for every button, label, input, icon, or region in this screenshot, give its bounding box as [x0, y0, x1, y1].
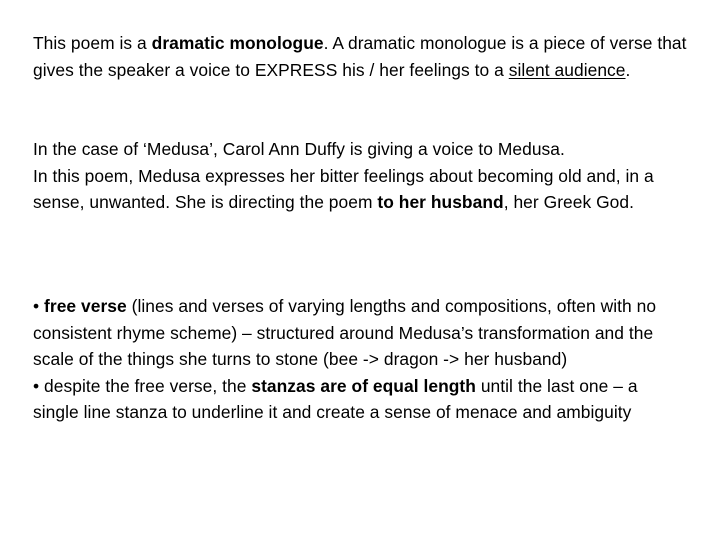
intro-text-3: .: [625, 59, 631, 80]
intro-text-2: . A dramatic monologue is a piece of verse that gives the speaker a voice to EXPRESS his / her feelings to a: [33, 33, 687, 80]
bullets-paragraph: [33, 293, 688, 426]
context-text-1: In this poem, Medusa expresses her bitter feelings about becoming old and, in a sense, unwanted. She is directing the poem: [33, 165, 654, 212]
bullet-2-text-1: despite the free verse, the: [44, 375, 252, 396]
silent-audience-term: silent audience: [508, 59, 626, 80]
bullet-2-marker: •: [33, 375, 45, 396]
intro-text-1: This poem is a: [33, 33, 152, 53]
dramatic-monologue-term: dramatic monologue: [151, 33, 324, 53]
free-verse-term: free verse: [44, 296, 127, 316]
bullet-1-text: (lines and verses of varying lengths and compositions, often with no consistent rhyme scheme) – structured around Medusa’s transformation and the scale of the things she turns to stone (bee -> dragon -> her husband): [33, 296, 657, 369]
bullet-2-text-2: until the last one – a single line stanza to underline it and create a sense of menace and ambiguity: [33, 375, 638, 422]
bullet-1: [33, 296, 656, 369]
context-text-2: , her Greek God.: [503, 192, 635, 212]
context-line-1: In the case of ‘Medusa’, Carol Ann Duffy is giving a voice to Medusa.: [33, 139, 565, 159]
to-her-husband-term: to her husband: [377, 192, 504, 212]
equal-stanzas-term: stanzas are of equal length: [251, 375, 476, 396]
bullet-1-marker: •: [33, 296, 45, 316]
intro-paragraph: [33, 30, 688, 83]
context-paragraph: [33, 136, 688, 216]
bullet-2: [33, 376, 638, 423]
